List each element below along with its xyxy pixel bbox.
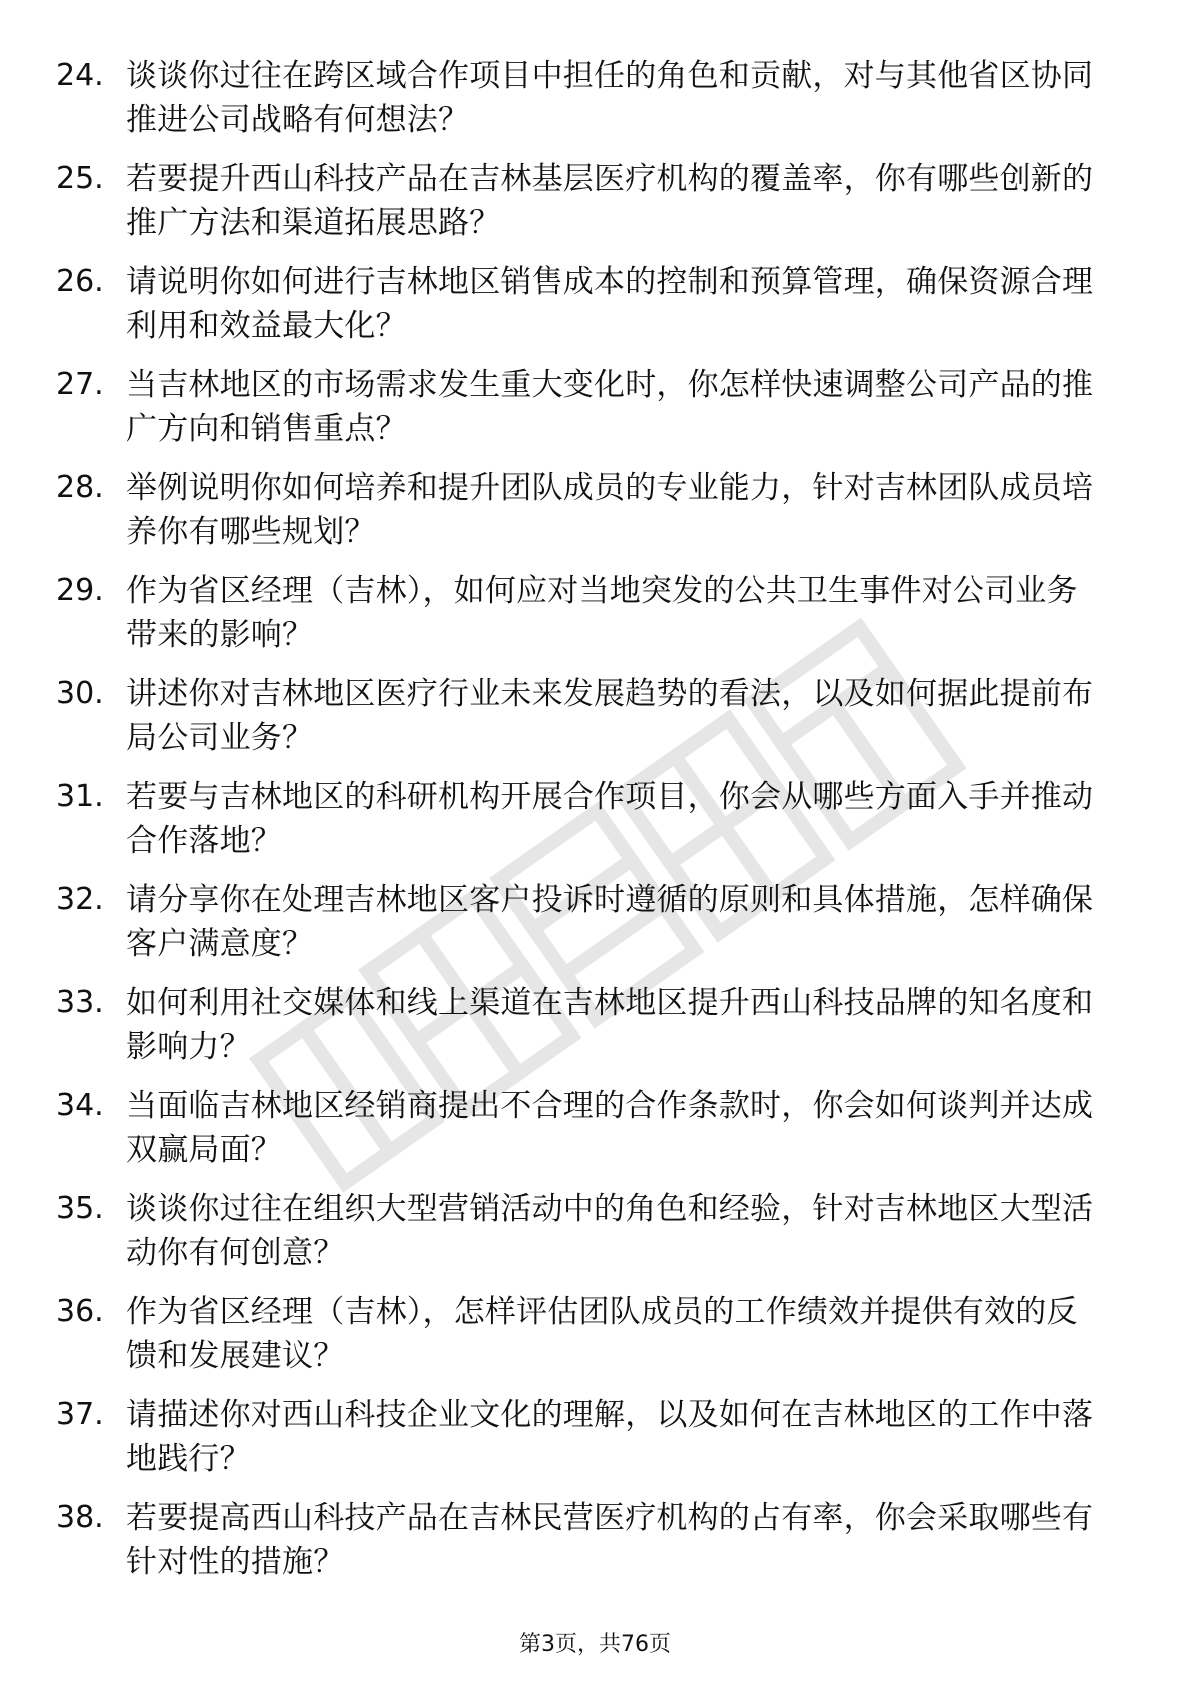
question-number: 36. [56, 1294, 104, 1329]
question-number: 34. [56, 1088, 104, 1123]
question-number: 26. [56, 264, 104, 299]
question-number: 30. [56, 676, 104, 711]
list-item [0, 672, 1190, 775]
list-item [0, 54, 1190, 157]
list-item [0, 260, 1190, 363]
list-item [0, 1393, 1190, 1496]
list-item [0, 878, 1190, 981]
question-text: 若要提升西山科技产品在吉林基层医疗机构的覆盖率，你有哪些创新的推广方法和渠道拓展思路？ [126, 161, 1094, 241]
question-number: 38. [56, 1500, 104, 1535]
list-item [0, 1290, 1190, 1393]
question-number: 24. [56, 58, 104, 93]
list-item [0, 569, 1190, 672]
question-number: 25. [56, 161, 104, 196]
question-text: 作为省区经理（吉林），如何应对当地突发的公共卫生事件对公司业务带来的影响？ [126, 573, 1078, 653]
question-number: 32. [56, 882, 104, 917]
list-item [0, 1496, 1190, 1599]
question-number: 35. [56, 1191, 104, 1226]
question-number: 37. [56, 1397, 104, 1432]
question-text: 如何利用社交媒体和线上渠道在吉林地区提升西山科技品牌的知名度和影响力？ [126, 985, 1094, 1065]
question-list [0, 54, 1190, 1599]
question-number: 31. [56, 779, 104, 814]
question-number: 27. [56, 367, 104, 402]
question-text: 举例说明你如何培养和提升团队成员的专业能力，针对吉林团队成员培养你有哪些规划？ [126, 470, 1094, 550]
question-text: 作为省区经理（吉林），怎样评估团队成员的工作绩效并提供有效的反馈和发展建议？ [126, 1294, 1078, 1374]
question-text: 讲述你对吉林地区医疗行业未来发展趋势的看法，以及如何据此提前布局公司业务？ [126, 676, 1094, 756]
question-text: 请分享你在处理吉林地区客户投诉时遵循的原则和具体措施，怎样确保客户满意度？ [126, 882, 1094, 962]
question-text: 请说明你如何进行吉林地区销售成本的控制和预算管理，确保资源合理利用和效益最大化？ [126, 264, 1094, 344]
list-item [0, 363, 1190, 466]
list-item [0, 466, 1190, 569]
question-text: 若要与吉林地区的科研机构开展合作项目，你会从哪些方面入手并推动合作落地？ [126, 779, 1094, 859]
list-item [0, 1187, 1190, 1290]
question-text: 若要提高西山科技产品在吉林民营医疗机构的占有率，你会采取哪些有针对性的措施？ [126, 1500, 1094, 1580]
question-text: 谈谈你过往在跨区域合作项目中担任的角色和贡献，对与其他省区协同推进公司战略有何想法？ [126, 58, 1094, 138]
list-item [0, 981, 1190, 1084]
question-text: 请描述你对西山科技企业文化的理解，以及如何在吉林地区的工作中落地践行？ [126, 1397, 1094, 1477]
question-number: 29. [56, 573, 104, 608]
question-number: 28. [56, 470, 104, 505]
list-item [0, 775, 1190, 878]
page-number: 第3页，共76页 [519, 1632, 671, 1657]
list-item [0, 1084, 1190, 1187]
question-text: 当吉林地区的市场需求发生重大变化时，你怎样快速调整公司产品的推广方向和销售重点？ [126, 367, 1094, 447]
question-text: 当面临吉林地区经销商提出不合理的合作条款时，你会如何谈判并达成双赢局面？ [126, 1088, 1094, 1168]
question-number: 33. [56, 985, 104, 1020]
list-item [0, 157, 1190, 260]
question-text: 谈谈你过往在组织大型营销活动中的角色和经验，针对吉林地区大型活动你有何创意？ [126, 1191, 1094, 1271]
